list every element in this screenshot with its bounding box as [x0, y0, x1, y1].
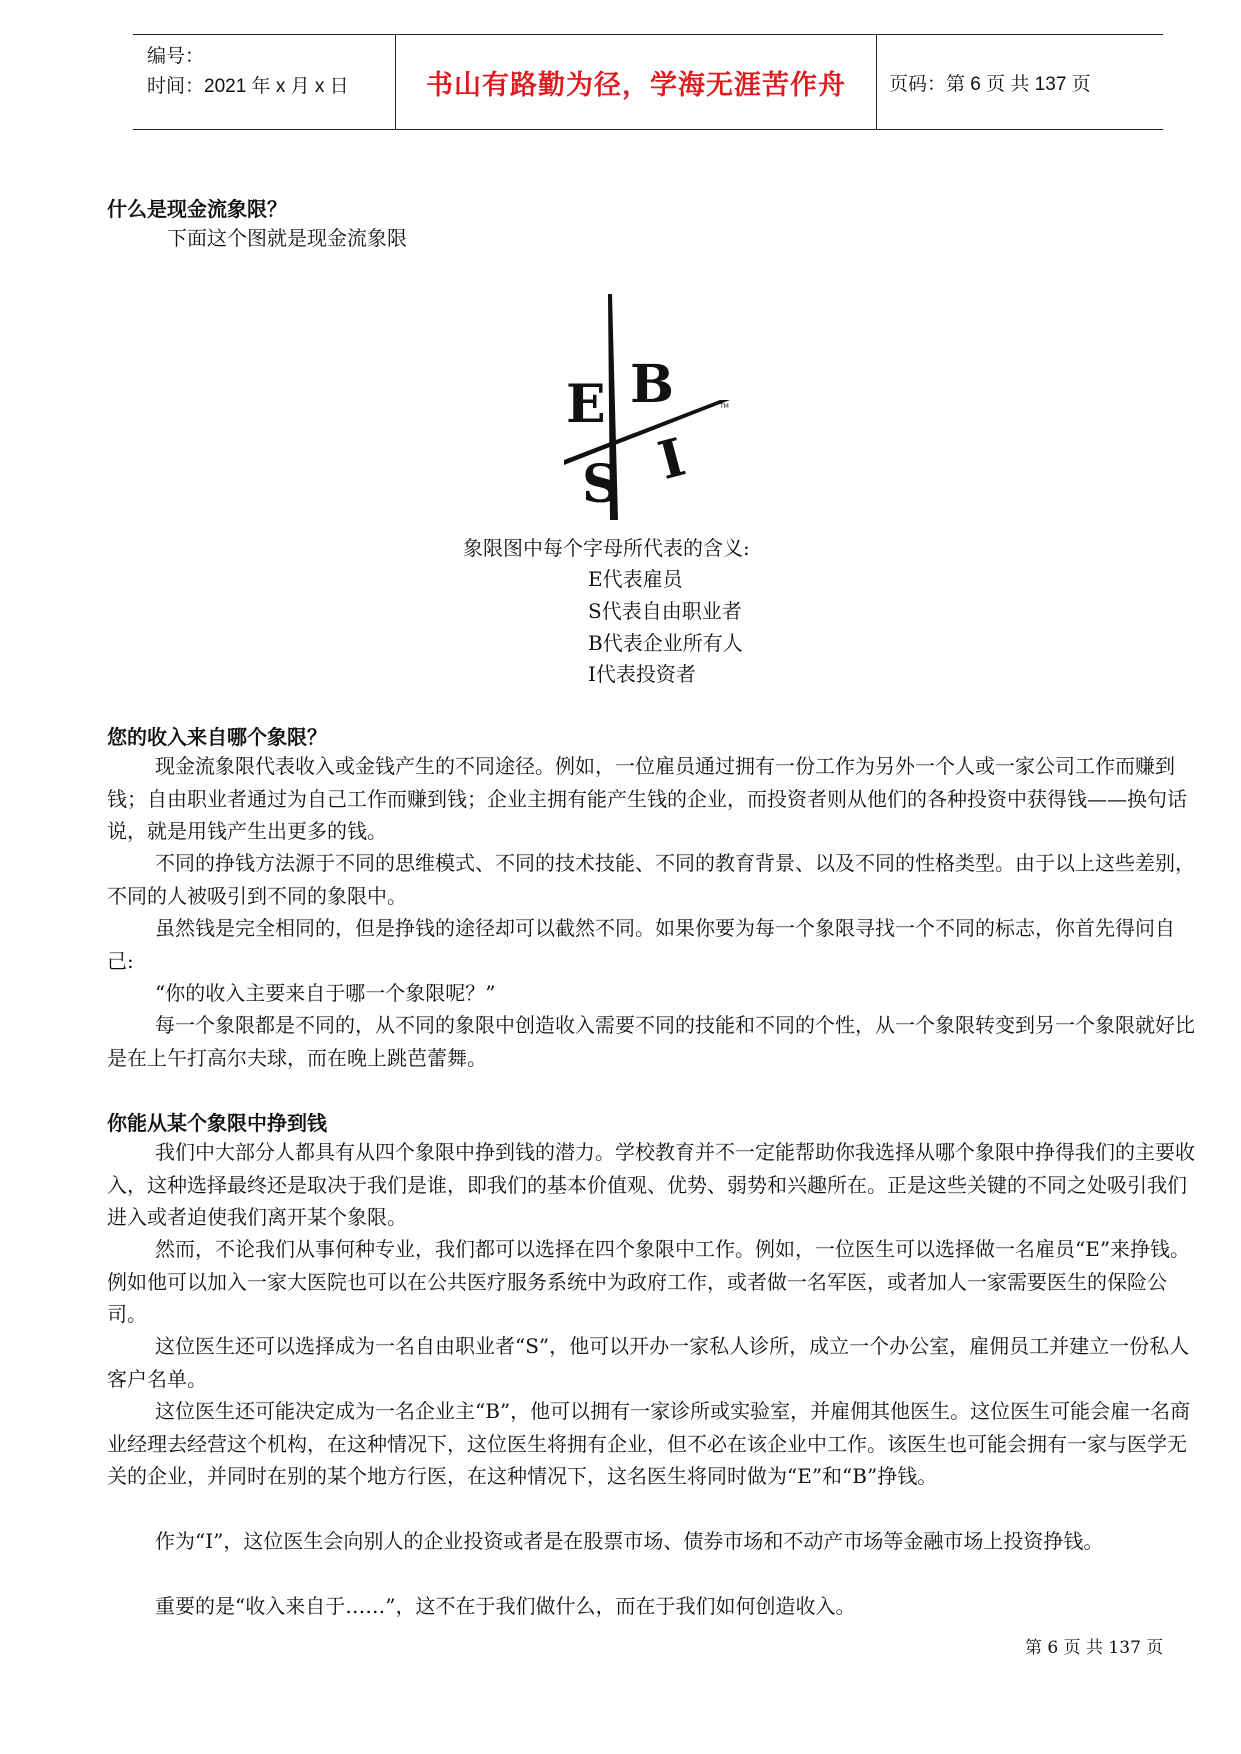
- section1-intro: 下面这个图就是现金流象限: [167, 226, 407, 250]
- section3-paragraph: [107, 1233, 1197, 1331]
- section2-paragraph: [107, 912, 1197, 977]
- section3-paragraph: [107, 1395, 1197, 1493]
- section3-paragraph: [107, 1136, 1197, 1234]
- section2-paragraph: [107, 847, 1197, 912]
- cashflow-quadrant-logo: [560, 290, 740, 520]
- paragraph-text: 然而，不论我们从事何种专业，我们都可以选择在四个象限中工作。例如，一位医生可以选择做一名雇员“E”来挣钱。例如他可以加入一家大医院也可以在公共医疗服务系统中为政府工作，或者做一名军医，或者加人一家需要医生的保险公司。: [107, 1237, 1191, 1326]
- meaning-item: I代表投资者: [588, 662, 696, 686]
- paragraph-text: 每一个象限都是不同的，从不同的象限中创造收入需要不同的技能和不同的个性，从一个象限转变到另一个象限就好比是在上午打高尔夫球，而在晚上跳芭蕾舞。: [107, 1013, 1195, 1070]
- page-header: [133, 34, 1163, 130]
- logo-letter-b: B: [630, 354, 674, 415]
- header-meta: [133, 35, 395, 129]
- section3-paragraph: [107, 1525, 1197, 1558]
- paragraph-text: 我们中大部分人都具有从四个象限中挣到钱的潜力。学校教育并不一定能帮助你我选择从哪个象限中挣得我们的主要收入，这种选择最终还是取决于我们是谁，即我们的基本价值观、优势、弱势和兴趣所在。正是这些关键的不同之处吸引我们进入或者迫使我们离开某个象限。: [107, 1140, 1195, 1229]
- paragraph-text: “你的收入主要来自于哪一个象限呢？”: [155, 981, 496, 1005]
- meaning-item: E代表雇员: [588, 567, 683, 591]
- time-label: 时间：2021 年 x 月 x 日: [147, 76, 349, 97]
- paragraph-text: 这位医生还可能决定成为一名企业主“B”，他可以拥有一家诊所或实验室，并雇佣其他医生。这位医生可能会雇一名商业经理去经营这个机构，在这种情况下，这位医生将拥有企业，但不必在该企业中工作。该医生也可能会拥有一家与医学无关的企业，并同时在别的某个地方行医，在这种情况下，这名医生将同时做为“E”和“B”挣钱。: [107, 1399, 1191, 1488]
- meanings-heading: 象限图中每个字母所代表的含义:: [463, 536, 750, 560]
- section2-quote: [107, 977, 1197, 1010]
- page-footer: 第 6 页 共 137 页: [1025, 1638, 1164, 1658]
- paragraph-text: 现金流象限代表收入或金钱产生的不同途径。例如，一位雇员通过拥有一份工作为另外一个人或一家公司工作而赚到钱；自由职业者通过为自己工作而赚到钱；企业主拥有能产生钱的企业，而投资者则从他们的各种投资中获得钱——换句话说，就是用钱产生出更多的钱。: [107, 754, 1187, 843]
- paragraph-text: 不同的挣钱方法源于不同的思维模式、不同的技术技能、不同的教育背景、以及不同的性格类型。由于以上这些差别，不同的人被吸引到不同的象限中。: [107, 851, 1195, 908]
- logo-letter-i: I: [652, 426, 692, 492]
- paragraph-text: 这位医生还可以选择成为一名自由职业者“S”，他可以开办一家私人诊所，成立一个办公室，雇佣员工并建立一份私人客户名单。: [107, 1334, 1190, 1391]
- motto: 书山有路勤为径，学海无涯苦作舟: [426, 69, 846, 101]
- section3-paragraph: [107, 1330, 1197, 1395]
- paragraph-text: 重要的是“收入来自于……”，这不在于我们做什么，而在于我们如何创造收入。: [155, 1594, 856, 1618]
- section3-title: 你能从某个象限中挣到钱: [107, 1111, 327, 1135]
- paragraph-text: 虽然钱是完全相同的，但是挣钱的途径却可以截然不同。如果你要为每一个象限寻找一个不同的标志，你首先得问自己:: [107, 916, 1175, 973]
- header-page-cell: [875, 35, 1163, 129]
- logo-letter-e: E: [566, 374, 606, 435]
- section1-title: 什么是现金流象限？: [107, 197, 287, 221]
- paragraph-text: 作为“I”，这位医生会向别人的企业投资或者是在股票市场、债券市场和不动产市场等金融市场上投资挣钱。: [155, 1529, 1104, 1553]
- number-label: 编号：: [147, 46, 205, 67]
- section3-paragraph: [107, 1590, 1197, 1623]
- page-code: 页码：第 6 页 共 137 页: [889, 73, 1091, 95]
- section2-paragraph: [107, 1009, 1197, 1074]
- meaning-item: S代表自由职业者: [588, 599, 742, 623]
- section2-paragraph: [107, 750, 1197, 848]
- section2-title: 您的收入来自哪个象限？: [107, 725, 327, 749]
- logo-trademark: TM: [720, 403, 729, 410]
- meaning-item: B代表企业所有人: [588, 631, 743, 655]
- logo-letter-s: S: [582, 454, 620, 515]
- header-motto-cell: [395, 35, 877, 129]
